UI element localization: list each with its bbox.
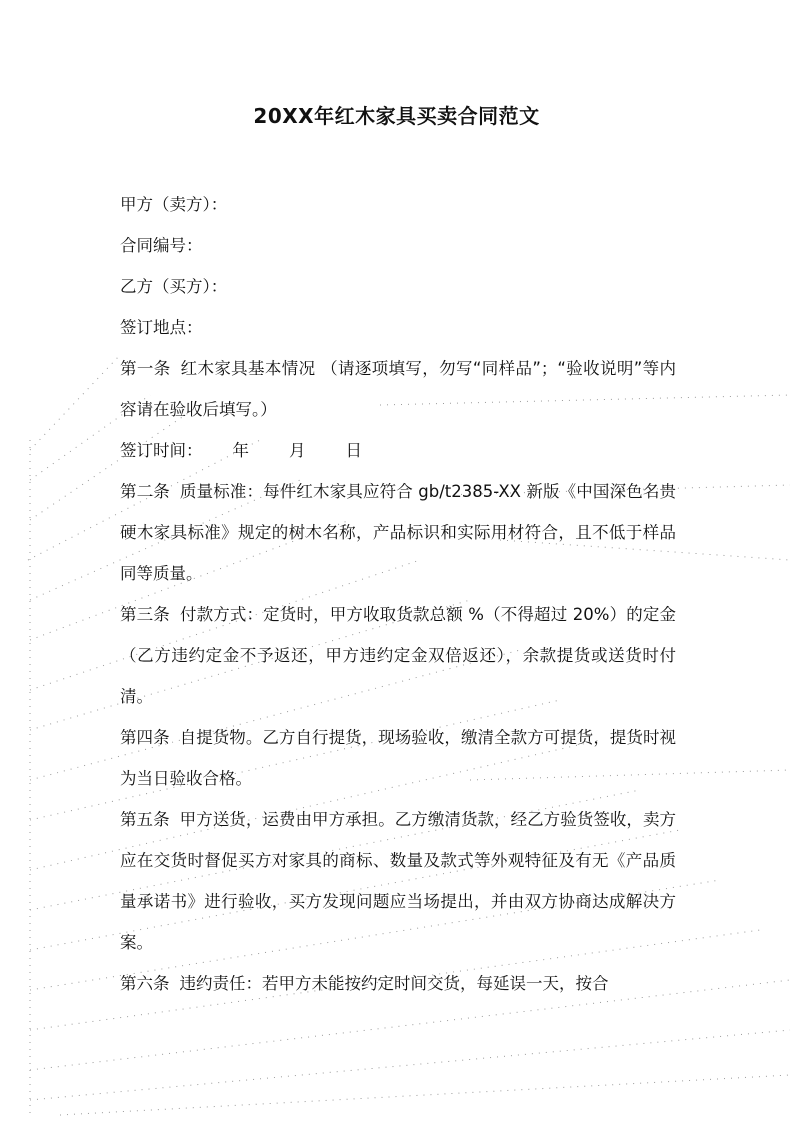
clause-1 (120, 348, 676, 430)
clause-text: 违约责任：若甲方未能按约定时间交货，每延误一天，按合 (179, 974, 609, 993)
document-body (120, 184, 676, 1004)
clause-number: 第二条 (120, 482, 170, 501)
clause-number: 第六条 (120, 974, 170, 993)
clause-4 (120, 717, 676, 799)
clause-text: 付款方式：定货时，甲方收取货款总额 %（不得超过 20%）的定金（乙方违约定金不予返还，甲方违约定金双倍返还），余款提货或送货时付清。 (120, 605, 676, 706)
year-label: 年 (232, 441, 249, 460)
party-b-field: 乙方（买方）： (120, 277, 228, 296)
signing-date-field (120, 430, 676, 471)
clause-number: 第五条 (120, 810, 170, 829)
day-label: 日 (345, 441, 362, 460)
clause-number: 第三条 (120, 605, 170, 624)
clause-text: 红木家具基本情况 （请逐项填写，勿写“同样品”；“验收说明”等内容请在验收后填写。） (120, 359, 677, 419)
document-title: 20XX年红木家具买卖合同范文 (253, 104, 540, 128)
clause-3 (120, 594, 676, 717)
clause-2 (120, 471, 676, 594)
clause-text: 自提货物。乙方自行提货，现场验收，缴清全款方可提货，提货时视为当日验收合格。 (120, 728, 676, 788)
clause-number: 第四条 (120, 728, 170, 747)
clause-6 (120, 963, 676, 1004)
clause-text: 甲方送货，运费由甲方承担。乙方缴清货款，经乙方验货签收，卖方应在交货时督促买方对家具的商标、数量及款式等外观特征及有无《产品质量承诺书》进行验收，买方发现问题应当场提出，并由双方协商达成解决方案。 (120, 810, 676, 952)
party-a-field: 甲方（卖方）： (120, 195, 228, 214)
signing-location-field: 签订地点： (120, 318, 203, 337)
clause-5 (120, 799, 676, 963)
clause-text: 质量标准：每件红木家具应符合 gb/t2385-XX 新版《中国深色名贵硬木家具标准》规定的树木名称，产品标识和实际用材符合，且不低于样品同等质量。 (120, 482, 676, 583)
clause-number: 第一条 (120, 359, 171, 378)
month-label: 月 (289, 441, 306, 460)
contract-number-field: 合同编号： (120, 236, 203, 255)
signing-date-label: 签订时间： (120, 441, 203, 460)
